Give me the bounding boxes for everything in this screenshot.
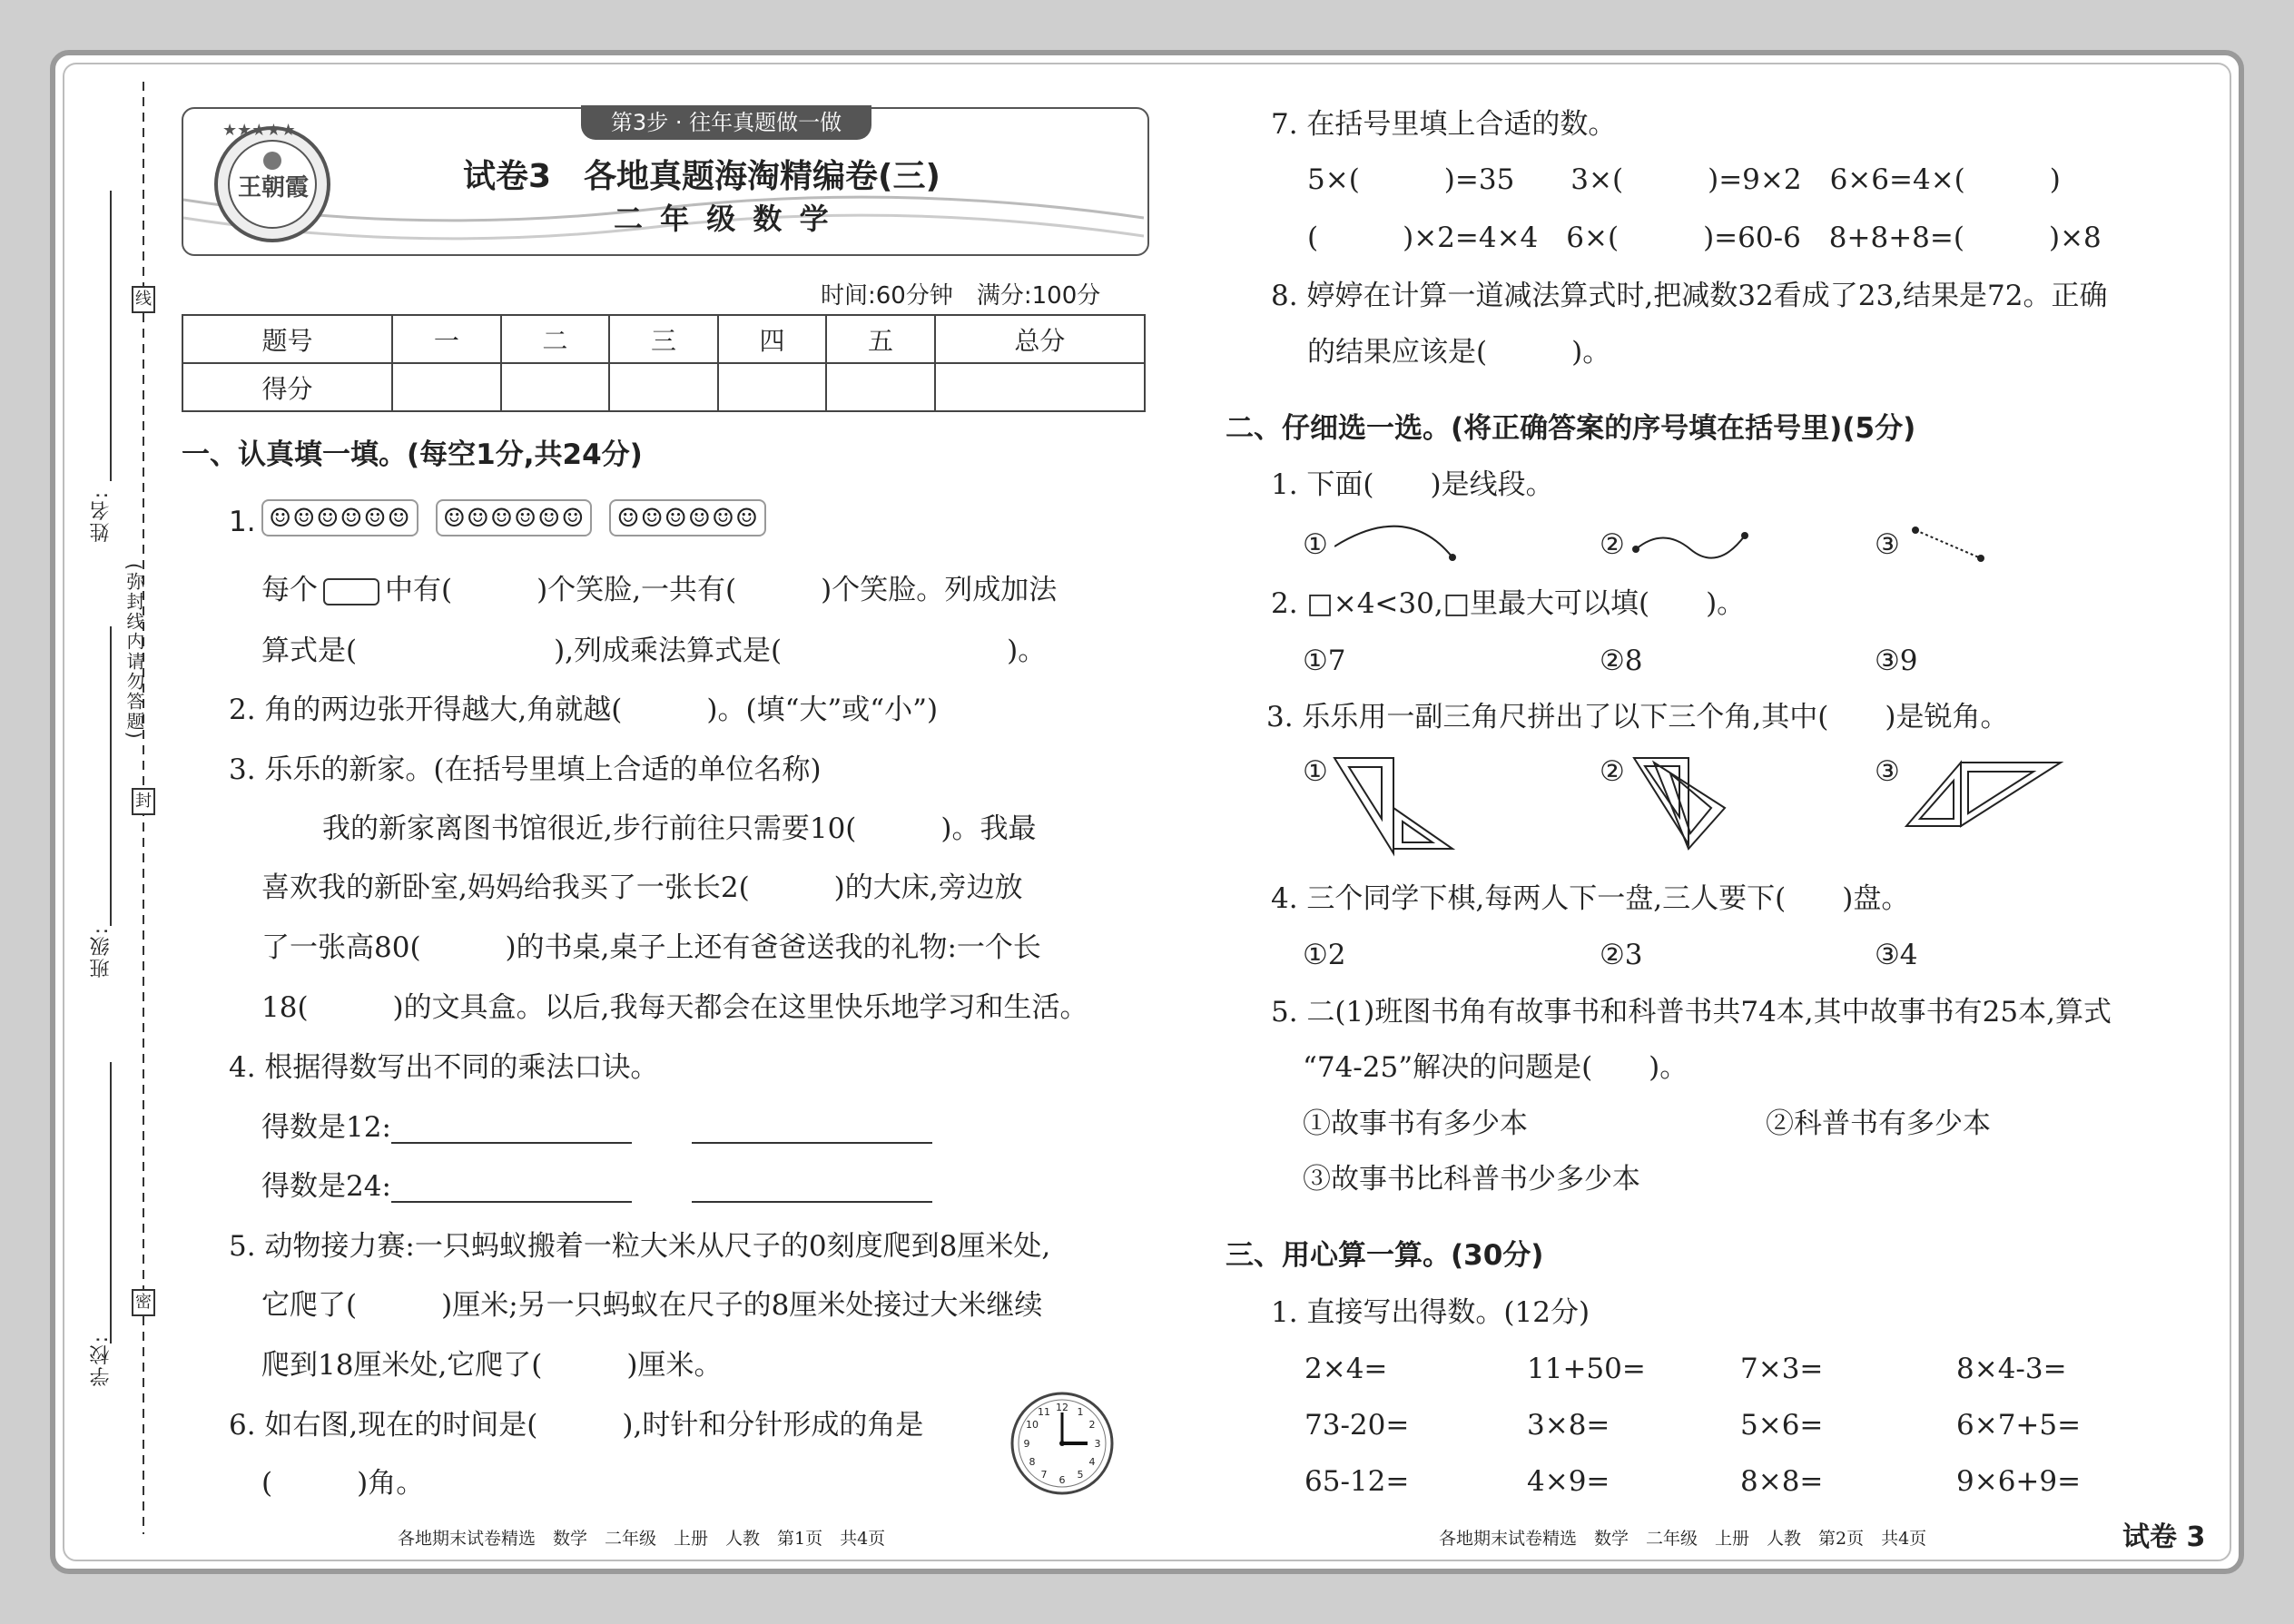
s3-q1: 1. 直接写出得数。(12分) (1271, 1296, 1590, 1329)
score-header-cell: 五 (826, 315, 935, 363)
clock-icon (1008, 1389, 1117, 1498)
clock-num: 2 (1088, 1419, 1096, 1431)
class-label: 班级: (90, 926, 113, 979)
paper-tag: 试卷 3 (2122, 1521, 2206, 1553)
score-cell[interactable] (718, 363, 827, 411)
q8-line1: 8. 婷婷在计算一道减法算式时,把减数32看成了23,结果是72。正确 (1271, 280, 2108, 312)
score-header-cell: 题号 (182, 315, 392, 363)
c1: 1. 下面( )是线段。 (1271, 468, 1554, 501)
c3: 3. 乐乐用一副三角尺拼出了以下三个角,其中( )是锐角。 (1266, 701, 2009, 733)
clock-num: 7 (1040, 1469, 1048, 1481)
logo-text: 王朝霞 (238, 174, 310, 202)
c4-opt-a[interactable]: ①2 (1303, 939, 1346, 971)
q3-para2: 喜欢我的新卧室,妈妈给我买了一张长2( )的大床,旁边放 (261, 871, 1023, 904)
q6-line2: ( )角。 (261, 1467, 425, 1500)
calc-item: 9×6+9= (1956, 1465, 2082, 1498)
c4-opt-c[interactable]: ③4 (1875, 939, 1918, 971)
q4-b-label: 得数是24: (261, 1170, 391, 1203)
c2-opt-b[interactable]: ②8 (1600, 645, 1643, 677)
c4-opt-b[interactable]: ②3 (1600, 939, 1643, 971)
score-cell[interactable] (935, 363, 1145, 411)
answer-line[interactable] (391, 1115, 632, 1144)
exam-title: 试卷3 各地真题海淘精编卷(三) (463, 158, 940, 195)
score-header-cell: 总分 (935, 315, 1145, 363)
c3-opt-b[interactable]: ② (1600, 755, 1625, 788)
smiley-group: ☺☺☺☺☺☺ (436, 499, 593, 536)
clock-num: 11 (1038, 1406, 1050, 1418)
smiley-group: ☺☺☺☺☺☺ (261, 499, 418, 536)
score-cell[interactable] (609, 363, 718, 411)
c5-opt-b[interactable]: ②科普书有多少本 (1766, 1107, 1991, 1140)
answer-line[interactable] (692, 1115, 932, 1144)
subject: 二 年 级 数 学 (614, 202, 832, 236)
section-2-title: 二、仔细选一选。(将正确答案的序号填在括号里)(5分) (1226, 412, 1916, 445)
score-header-cell: 二 (501, 315, 610, 363)
step-tab: 第3步 · 往年真题做一做 (581, 105, 871, 140)
calc-item: 11+50= (1527, 1353, 1646, 1385)
calc-item: 7×3= (1740, 1353, 1824, 1385)
score-row (182, 363, 1145, 411)
q2: 2. 角的两边张开得越大,角就越( )。(填“大”或“小”) (229, 694, 939, 726)
calc-item: 8×4-3= (1956, 1353, 2067, 1385)
clock-num: 3 (1094, 1438, 1101, 1450)
cut-mark-secret: 密 (132, 1289, 155, 1316)
q3: 3. 乐乐的新家。(在括号里填上合适的单位名称) (229, 753, 822, 786)
calc-item: 6×7+5= (1956, 1409, 2082, 1442)
calc-item: 5×6= (1740, 1409, 1824, 1442)
line-shapes (1334, 517, 2006, 572)
answer-line[interactable] (692, 1174, 932, 1203)
c3-opt-c[interactable]: ③ (1875, 755, 1900, 788)
q1-line1 (261, 572, 1057, 608)
q3-para3: 了一张高80( )的书桌,桌子上还有爸爸送我的礼物:一个长 (261, 931, 1041, 964)
set-square-angles (1325, 753, 2079, 862)
q6-line1: 6. 如右图,现在的时间是( ),时针和分针形成的角是 (229, 1409, 924, 1442)
clock-num: 5 (1077, 1469, 1084, 1481)
score-row-label: 得分 (182, 363, 392, 411)
school-label: 学校: (90, 1334, 113, 1387)
smiley-groups (261, 499, 779, 536)
c3-opt-a[interactable]: ① (1303, 755, 1328, 788)
q4: 4. 根据得数写出不同的乘法口诀。 (229, 1051, 659, 1084)
q4-b (261, 1168, 932, 1205)
left-footer: 各地期末试卷精选 数学 二年级 上册 人教 第1页 共4页 (398, 1529, 886, 1549)
clock-num: 9 (1023, 1438, 1030, 1450)
score-header-cell: 三 (609, 315, 718, 363)
q7-row1: 5×( )=35 3×( )=9×2 6×6=4×( ) (1307, 163, 2061, 196)
q5-line1: 5. 动物接力赛:一只蚂蚁搬着一粒大米从尺子的0刻度爬到8厘米处, (229, 1230, 1051, 1263)
score-header-row (182, 315, 1145, 363)
svg-text:★★★★★: ★★★★★ (222, 121, 296, 140)
q1-line1-b: 中有( )个笑脸,一共有( )个笑脸。列成加法 (385, 574, 1058, 606)
q7-row2: ( )×2=4×4 6×( )=60-6 8+8+8=( )×8 (1307, 221, 2102, 254)
q1-line2: 算式是( ),列成乘法算式是( )。 (261, 635, 1047, 667)
clock-num: 1 (1077, 1406, 1084, 1418)
cut-mark-seal: 封 (132, 788, 155, 815)
clock-num: 6 (1058, 1474, 1066, 1486)
time-info: 时间:60分钟 满分:100分 (821, 282, 1101, 310)
cut-mark-line: 线 (132, 286, 155, 313)
q3-para4: 18( )的文具盒。以后,我每天都会在这里快乐地学习和生活。 (261, 991, 1088, 1024)
q1-line1-a: 每个 (261, 574, 318, 606)
calc-item: 2×4= (1305, 1353, 1388, 1385)
binding-notice: (弥封线内请勿答题) (123, 563, 145, 741)
c5-line2: “74-25”解决的问题是( )。 (1303, 1051, 1689, 1084)
q4-a-label: 得数是12: (261, 1111, 391, 1144)
q7: 7. 在括号里填上合适的数。 (1271, 108, 1617, 141)
c4: 4. 三个同学下棋,每两人下一盘,三人要下( )盘。 (1271, 882, 1910, 915)
right-footer: 各地期末试卷精选 数学 二年级 上册 人教 第2页 共4页 (1439, 1529, 1927, 1549)
score-table (182, 314, 1146, 412)
c2-opt-c[interactable]: ③9 (1875, 645, 1918, 677)
clock-num: 10 (1026, 1419, 1039, 1431)
calc-item: 3×8= (1527, 1409, 1610, 1442)
calc-item: 8×8= (1740, 1465, 1824, 1498)
c1-opt-c[interactable]: ③ (1875, 528, 1900, 561)
c2: 2. □×4<30,□里最大可以填( )。 (1271, 587, 1746, 620)
c5-line1: 5. 二(1)班图书角有故事书和科普书共74本,其中故事书有25本,算式 (1271, 996, 2112, 1029)
score-cell[interactable] (392, 363, 501, 411)
name-label: 姓名: (90, 490, 113, 543)
q5-line3: 爬到18厘米处,它爬了( )厘米。 (261, 1349, 723, 1382)
q1-number: 1. (229, 506, 256, 538)
calc-item: 4×9= (1527, 1465, 1610, 1498)
calc-item: 65-12= (1305, 1465, 1410, 1498)
group-box (323, 578, 379, 605)
section-1-title: 一、认真填一填。(每空1分,共24分) (182, 438, 643, 471)
c1-opt-b[interactable]: ② (1600, 528, 1625, 561)
score-header-cell: 四 (718, 315, 827, 363)
c2-opt-a[interactable]: ①7 (1303, 645, 1346, 677)
q8-line2: 的结果应该是( )。 (1307, 336, 1611, 369)
c5-opt-c[interactable]: ③故事书比科普书少多少本 (1303, 1163, 1640, 1196)
q5-line2: 它爬了( )厘米;另一只蚂蚁在尺子的8厘米处接过大米继续 (261, 1289, 1043, 1322)
clock-num: 8 (1029, 1456, 1036, 1468)
smiley-group: ☺☺☺☺☺☺ (609, 499, 766, 536)
score-cell[interactable] (501, 363, 610, 411)
q4-a (261, 1109, 932, 1146)
answer-line[interactable] (391, 1174, 632, 1203)
c5-opt-a[interactable]: ①故事书有多少本 (1303, 1107, 1528, 1140)
clock-num: 4 (1088, 1456, 1096, 1468)
score-header-cell: 一 (392, 315, 501, 363)
clock-num: 12 (1056, 1402, 1068, 1413)
section-3-title: 三、用心算一算。(30分) (1226, 1239, 1544, 1272)
score-cell[interactable] (826, 363, 935, 411)
calc-item: 73-20= (1305, 1409, 1410, 1442)
q3-para1: 我的新家离图书馆很近,步行前往只需要10( )。我最 (322, 812, 1037, 845)
c1-opt-a[interactable]: ① (1303, 528, 1328, 561)
